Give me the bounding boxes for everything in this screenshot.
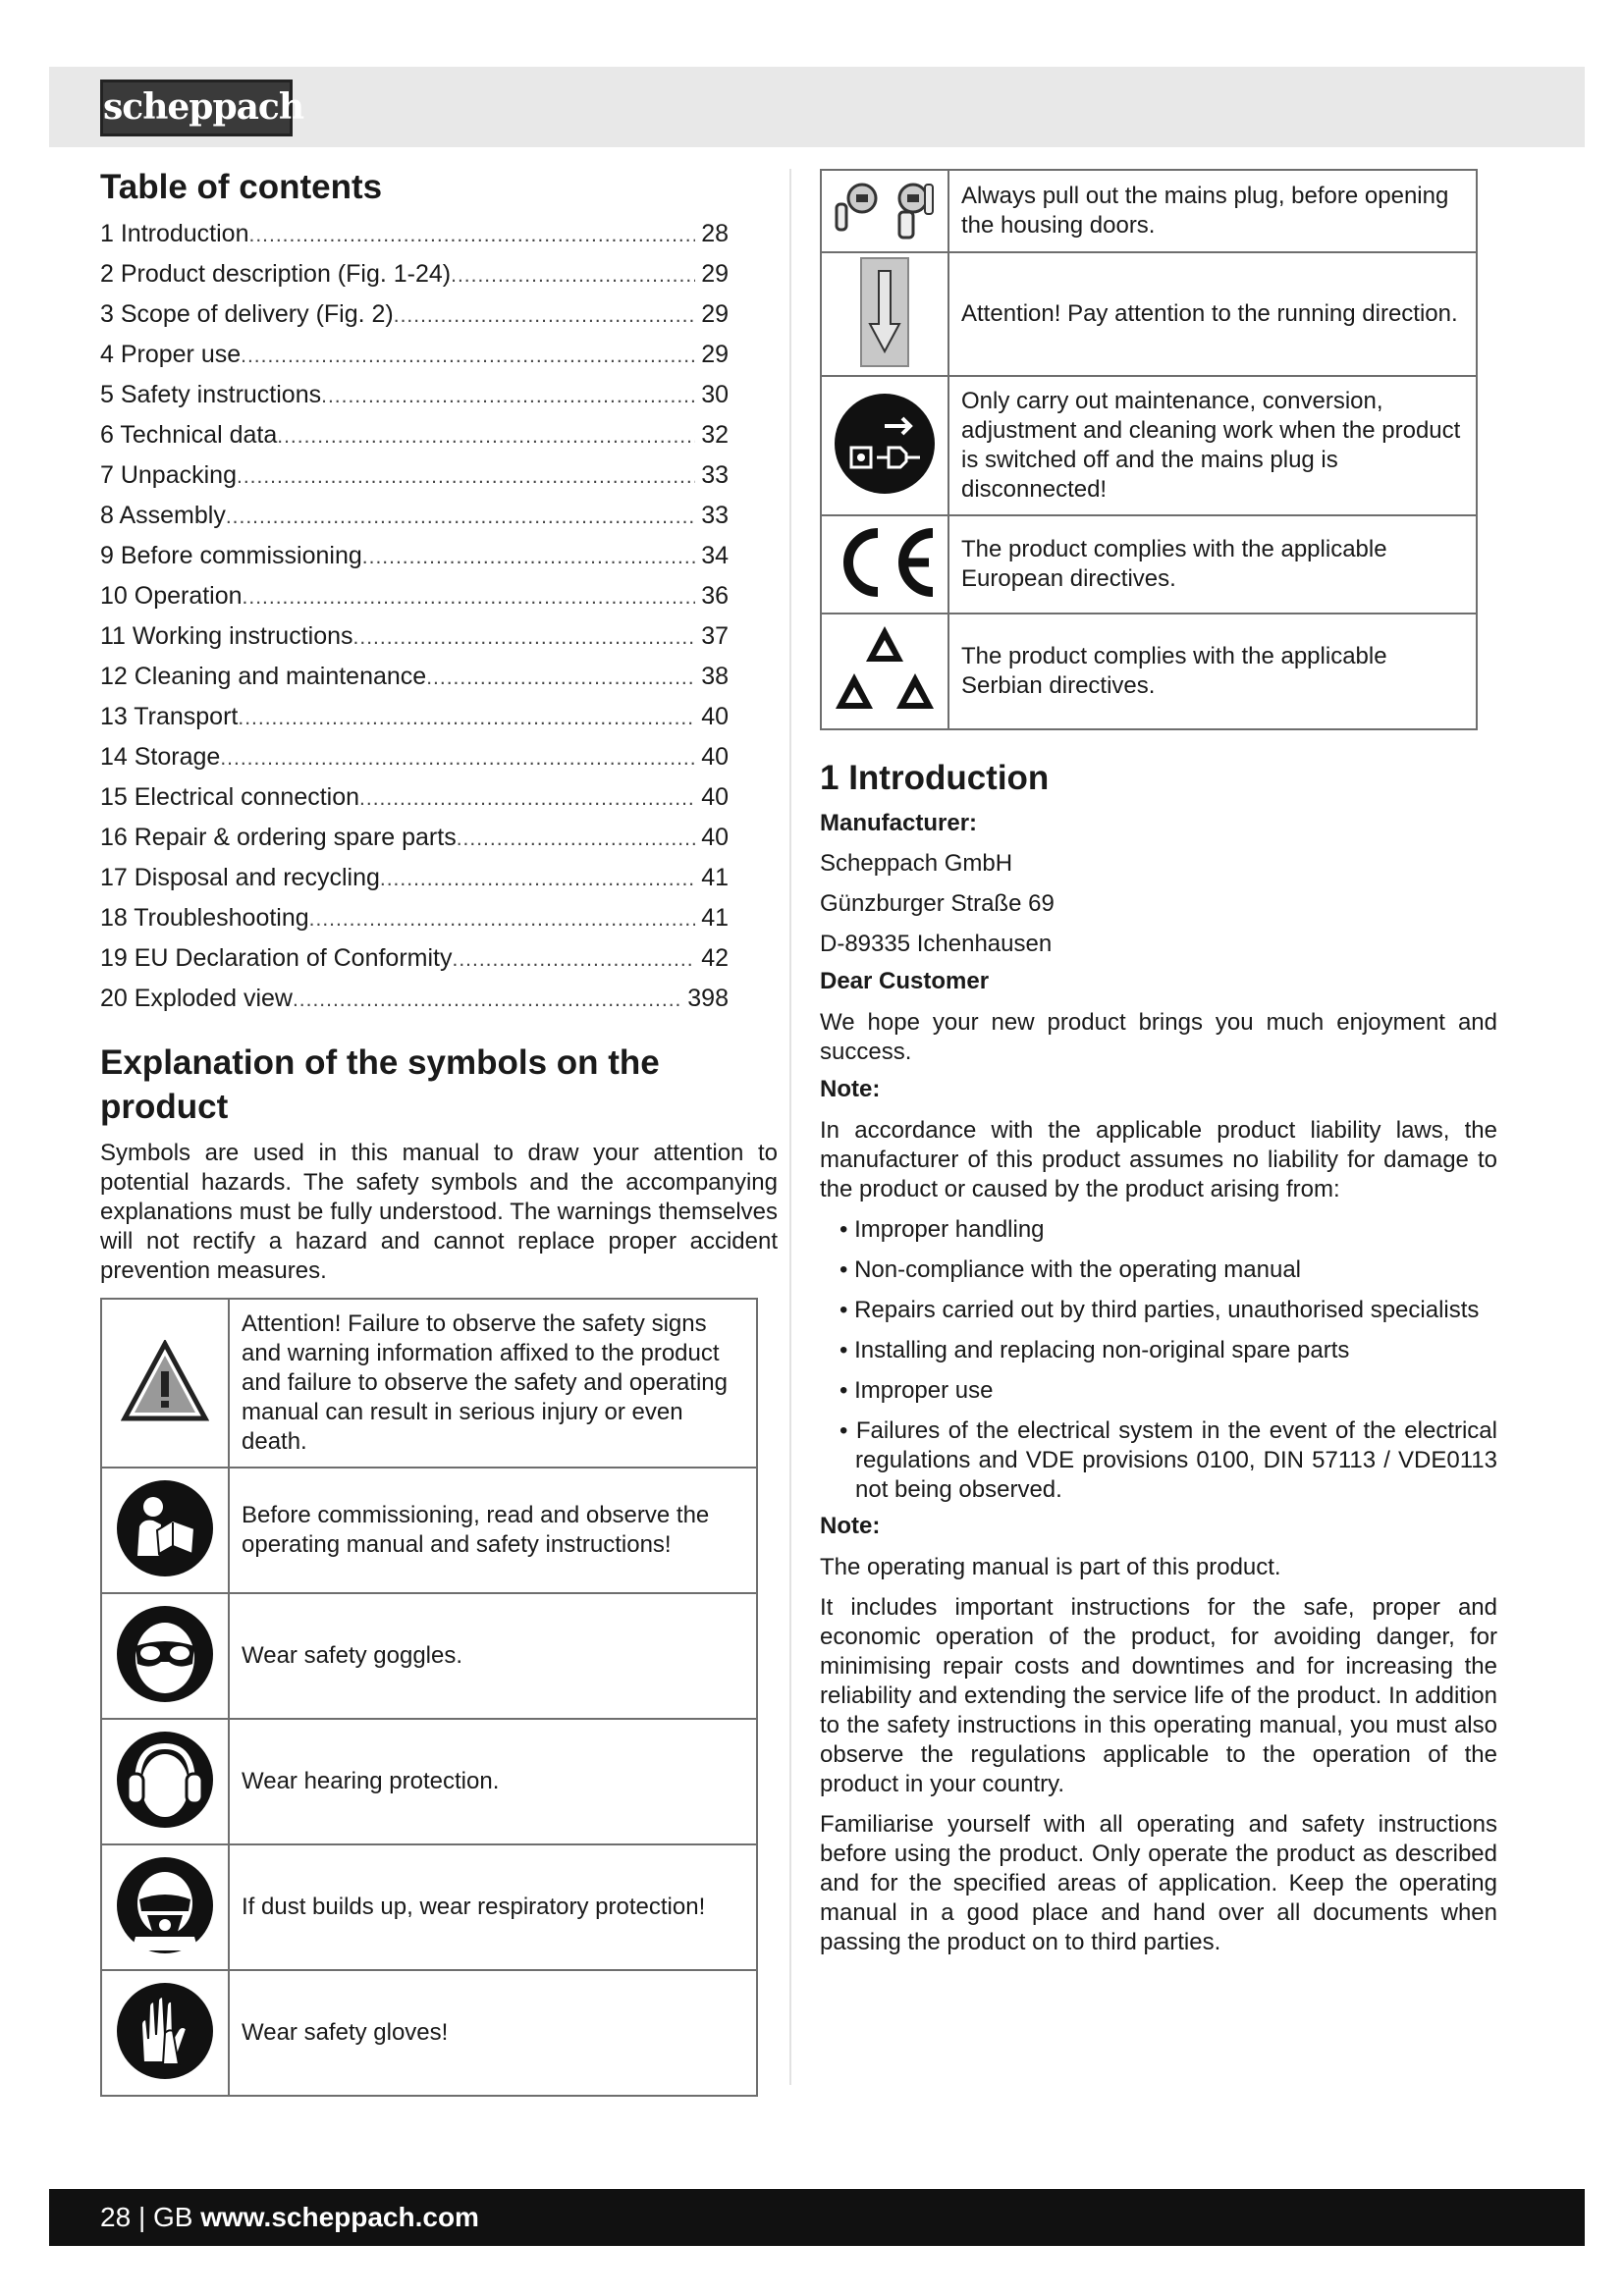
toc-item[interactable]: 18 Troubleshooting ..... 41	[100, 898, 729, 938]
toc-item[interactable]: 1 Introduction ..... 28	[100, 214, 729, 254]
footer-separator: |	[137, 2202, 153, 2232]
warning-triangle-icon	[121, 1410, 209, 1426]
liability-text: In accordance with the applicable product liability laws, the manufacturer of this product assumes no liability for damage to the product or caused by the product arising from:	[820, 1117, 1497, 1202]
toc-item[interactable]: 15 Electrical connection ..... 40	[100, 777, 729, 818]
toc-item[interactable]: 2 Product description (Fig. 1-24) ..... 29	[100, 254, 729, 294]
symbol-row	[821, 376, 1477, 515]
symbol-text: If dust builds up, wear respiratory protection!	[229, 1844, 757, 1970]
column-divider	[789, 169, 791, 2085]
manual-paragraph: The operating manual is part of this product.	[820, 1554, 1281, 1580]
symbol-row	[821, 252, 1477, 376]
manual-paragraph: Familiarise yourself with all operating and safety instructions before using the product. Only operate the product as described and for the specified areas of application. Keep the operating manual in a good place and hand over all documents when passing the product on to third parties.	[820, 1811, 1497, 1955]
list-item: • Improper handling	[820, 1215, 1497, 1245]
list-item: • Improper use	[820, 1376, 1497, 1406]
manufacturer-label: Manufacturer:	[820, 810, 978, 836]
symbol-row	[101, 1970, 757, 2096]
header-bar	[49, 67, 1585, 147]
symbol-row	[101, 1593, 757, 1719]
note-label: Note:	[820, 1513, 881, 1539]
left-column	[100, 167, 778, 2097]
toc-item[interactable]: 6 Technical data ..... 32	[100, 415, 729, 455]
toc-item[interactable]: 10 Operation ..... 36	[100, 576, 729, 616]
toc-item[interactable]: 8 Assembly ..... 33	[100, 496, 729, 536]
toc-item[interactable]: 11 Working instructions ..... 37	[100, 616, 729, 657]
symbol-text: Wear safety gloves!	[229, 1970, 757, 2096]
footer-bar	[49, 2189, 1585, 2246]
toc-item[interactable]: 12 Cleaning and maintenance ..... 38	[100, 657, 729, 697]
toc-item[interactable]: 16 Repair & ordering spare parts ..... 40	[100, 818, 729, 858]
symbol-text: The product complies with the applicable European directives.	[948, 515, 1477, 614]
list-item: • Non-compliance with the operating manual	[820, 1255, 1497, 1285]
website-link[interactable]: www.scheppach.com	[200, 2202, 479, 2232]
toc-item[interactable]: 14 Storage ..... 40	[100, 737, 729, 777]
read-manual-icon	[114, 1567, 216, 1583]
manufacturer-line: Scheppach GmbH	[820, 850, 1013, 877]
toc-item[interactable]: 9 Before commissioning ..... 34	[100, 536, 729, 576]
respiratory-protection-icon	[114, 1944, 216, 1960]
ce-mark-icon	[827, 589, 943, 606]
list-item: • Installing and replacing non-original spare parts	[820, 1336, 1497, 1365]
page-number: 28	[100, 2202, 132, 2232]
safety-gloves-icon	[114, 2069, 216, 2086]
symbol-row	[821, 170, 1477, 252]
symbols-table-right	[820, 169, 1478, 730]
list-item: • Repairs carried out by third parties, unauthorised specialists	[820, 1296, 1497, 1325]
symbol-text: The product complies with the applicable Serbian directives.	[948, 614, 1477, 729]
liability-bullets	[820, 1215, 1497, 1505]
toc-item[interactable]: 7 Unpacking ..... 33	[100, 455, 729, 496]
safety-goggles-icon	[114, 1692, 216, 1709]
toc-list	[100, 214, 729, 1019]
symbol-row	[101, 1299, 757, 1468]
toc-item[interactable]: 13 Transport ..... 40	[100, 697, 729, 737]
list-item: • Failures of the electrical system in the event of the electrical regulations and VDE provisions 0100, DIN 57113 / VDE0113 not being observed.	[820, 1416, 1497, 1505]
manufacturer-line: D-89335 Ichenhausen	[820, 931, 1053, 957]
toc-item[interactable]: 3 Scope of delivery (Fig. 2) ..... 29	[100, 294, 729, 335]
symbol-row	[821, 614, 1477, 729]
symbol-row	[101, 1468, 757, 1593]
symbol-row	[821, 515, 1477, 614]
symbol-text: Wear safety goggles.	[229, 1593, 757, 1719]
dear-customer-text: We hope your new product brings you much enjoyment and success.	[820, 1009, 1497, 1065]
symbols-table-left	[100, 1298, 758, 2097]
toc-title: Table of contents	[100, 168, 383, 206]
unplug-icon	[827, 231, 943, 247]
manual-paragraph: It includes important instructions for the safe, proper and economic operation of the product, for avoiding danger, for minimising repair costs and downtimes and for increasing the reliability and extending the service life of the product. In addition to the safety instructions in this operating manual, you must also observe the regulations applicable to the operation of the product in your country.	[820, 1594, 1497, 1797]
scheppach-logo: scheppach	[100, 80, 293, 136]
dear-customer-label: Dear Customer	[820, 968, 990, 994]
symbols-title: Explanation of the symbols on the product	[100, 1043, 660, 1126]
right-column	[820, 169, 1497, 1957]
hearing-protection-icon	[114, 1818, 216, 1835]
toc-item[interactable]: 17 Disposal and recycling ..... 41	[100, 858, 729, 898]
note-label: Note:	[820, 1076, 881, 1102]
symbol-text: Attention! Failure to observe the safety signs and warning information affixed to the product and failure to observe the safety and operating manual can result in serious injury or even death.	[229, 1299, 757, 1468]
disconnect-plug-icon	[832, 484, 938, 501]
introduction-title: 1 Introduction	[820, 759, 1050, 797]
language-code: GB	[153, 2202, 193, 2232]
toc-item[interactable]: 4 Proper use ..... 29	[100, 335, 729, 375]
symbol-row	[101, 1844, 757, 1970]
symbol-text: Before commissioning, read and observe the operating manual and safety instructions!	[229, 1468, 757, 1593]
toc-item[interactable]: 5 Safety instructions ..... 30	[100, 375, 729, 415]
running-direction-arrow-icon	[860, 354, 909, 371]
symbols-intro: Symbols are used in this manual to draw your attention to potential hazards. The safety symbols and the accompanying explanations must be fully understood. The warnings themselves will not rectify a hazard and cannot replace proper accident prevention measures.	[100, 1140, 778, 1284]
symbol-row	[101, 1719, 757, 1844]
symbol-text: Only carry out maintenance, conversion, adjustment and cleaning work when the product is switched off and the mains plug is disconnected!	[948, 376, 1477, 515]
toc-item[interactable]: 20 Exploded view ..... 398	[100, 979, 729, 1019]
symbol-text: Attention! Pay attention to the running direction.	[948, 252, 1477, 376]
toc-item[interactable]: 19 EU Declaration of Conformity ..... 42	[100, 938, 729, 979]
symbol-text: Always pull out the mains plug, before opening the housing doors.	[948, 170, 1477, 252]
serbian-conformity-icon	[831, 704, 939, 721]
manufacturer-line: Günzburger Straße 69	[820, 890, 1055, 917]
symbol-text: Wear hearing protection.	[229, 1719, 757, 1844]
